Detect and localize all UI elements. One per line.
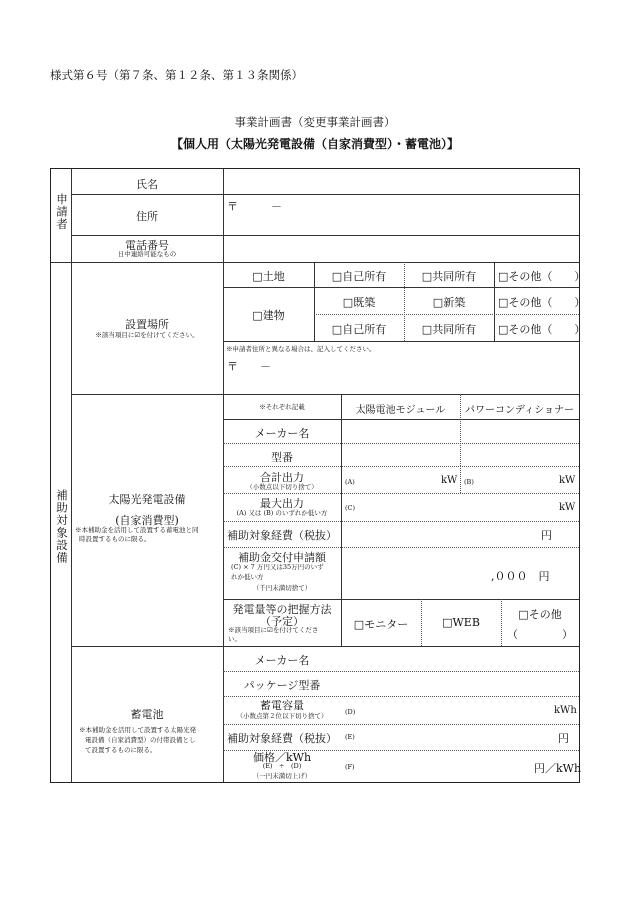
- mark-b: (B): [464, 478, 474, 486]
- equipment-section-label: 補助対象設備: [55, 489, 69, 564]
- col-power-conditioner: パワーコンディショナー: [465, 405, 574, 416]
- document-title: 事業計画書（変更事業計画書）: [234, 115, 396, 129]
- battery-package-label: パッケージ型番: [243, 679, 321, 692]
- battery-cost-yen: 円: [558, 732, 569, 745]
- battery-label: 蓄電池: [130, 708, 164, 721]
- grant-note-3: （千円未満切捨て）: [252, 584, 312, 592]
- grant-label: 補助金交付申請額: [238, 551, 326, 564]
- solar-maker-label: メーカー名: [254, 427, 310, 440]
- grant-note-1: (C) × 7 万円又は35万円のいず: [231, 563, 324, 571]
- col-module: 太陽電池モジュール: [355, 405, 446, 416]
- address-label: 住所: [136, 210, 158, 223]
- battery-cost-label: 補助対象経費（税抜）: [227, 732, 337, 745]
- solar-cost-label: 補助対象経費（税抜）: [227, 529, 337, 542]
- solar-cost-yen: 円: [541, 529, 552, 542]
- unit-kw-c: kW: [559, 502, 576, 513]
- checkbox-method-other[interactable]: □その他: [518, 608, 562, 621]
- grant-value: ,０００ 円: [491, 570, 550, 583]
- solar-model-label: 型番: [271, 451, 293, 464]
- battery-maker-label: メーカー名: [254, 654, 310, 667]
- application-form: [50, 168, 586, 783]
- unit-kwh: kWh: [554, 705, 577, 716]
- checkbox-land-other[interactable]: □その他（ ）: [498, 270, 586, 283]
- capacity-label: 蓄電容量: [260, 699, 304, 712]
- price-formula: (E) ÷ (D): [262, 762, 302, 770]
- solar-note-2: 時設置するものに限る。: [79, 535, 151, 543]
- checkbox-land[interactable]: □土地: [252, 270, 285, 283]
- method-label-plan: （予定）: [260, 615, 304, 628]
- checkbox-web[interactable]: □WEB: [442, 616, 480, 629]
- battery-note-1: ※本補助金を活用して設置する太陽光発: [79, 726, 196, 734]
- price-note: （一円未満切上げ）: [252, 772, 312, 780]
- capacity-note: （小数点第２位以下切り捨て）: [236, 712, 328, 720]
- location-label: 設置場所: [125, 318, 169, 331]
- solar-note-1: ※本補助金を活用して設置する蓄電池と同: [75, 526, 199, 534]
- mark-e: (E): [345, 733, 355, 741]
- phone-note: 日中連絡可能なもの: [117, 250, 177, 258]
- grant-note-2: れか低い方: [231, 573, 264, 581]
- method-label: 発電量等の把握方法: [232, 603, 332, 616]
- method-other-paren: （ ）: [507, 628, 573, 641]
- checkbox-land-joint[interactable]: □共同所有: [421, 270, 477, 283]
- checkbox-building-other-2[interactable]: □その他（ ）: [498, 323, 586, 336]
- unit-kw-a: kW: [441, 475, 458, 486]
- mark-a: (A): [345, 478, 355, 486]
- checkbox-building-other-1[interactable]: □その他（ ）: [498, 296, 586, 309]
- total-output-note: （小数点以下切り捨て）: [246, 483, 318, 491]
- location-diff-note: ※申請者住所と異なる場合は、記入してください。: [226, 345, 376, 353]
- checkbox-land-own[interactable]: □自己所有: [331, 270, 387, 283]
- method-note-2: い。: [228, 635, 241, 643]
- form-number: 様式第６号（第７条、第１２条、第１３条関係）: [50, 68, 303, 82]
- location-note: ※該当項目に☑を付けてください。: [95, 331, 199, 339]
- solar-label: 太陽光発電設備: [108, 493, 186, 506]
- document-subtitle: 【個人用（太陽光発電設備（自家消費型）・蓄電池）】: [170, 137, 459, 151]
- applicant-section-label: 申請者: [55, 193, 69, 231]
- max-output-note: (A) 又は (B) のいずれか低い方: [236, 509, 328, 517]
- location-postal-mark: 〒 －: [227, 360, 271, 373]
- unit-kw-b: kW: [559, 475, 576, 486]
- battery-note-2: 電設備（自家消費型）の付帯設備とし: [85, 736, 196, 744]
- name-label: 氏名: [136, 178, 158, 191]
- unit-yen-per-kwh: 円／kWh: [534, 762, 582, 775]
- mark-c: (C): [345, 504, 356, 512]
- checkbox-building-own[interactable]: □自己所有: [331, 323, 387, 336]
- total-output-label: 合計出力: [260, 471, 304, 484]
- method-note-1: ※該当項目に☑を付けてくださ: [228, 626, 319, 634]
- each-note: ※それぞれ記載: [259, 403, 305, 411]
- checkbox-building-joint[interactable]: □共同所有: [421, 323, 477, 336]
- price-label: 価格／kWh: [252, 751, 312, 764]
- mark-d: (D): [345, 708, 356, 716]
- checkbox-building[interactable]: □建物: [252, 309, 285, 322]
- checkbox-existing[interactable]: □既築: [342, 296, 376, 309]
- address-postal-mark: 〒 －: [227, 200, 282, 213]
- checkbox-monitor[interactable]: □モニター: [353, 618, 409, 631]
- checkbox-new[interactable]: □新築: [432, 296, 466, 309]
- max-output-label: 最大出力: [260, 497, 304, 510]
- phone-label: 電話番号: [125, 239, 169, 252]
- solar-label-type: (自家消費型): [115, 514, 179, 527]
- battery-note-3: て設置するものに限る。: [85, 746, 157, 754]
- mark-f: (F): [345, 763, 355, 771]
